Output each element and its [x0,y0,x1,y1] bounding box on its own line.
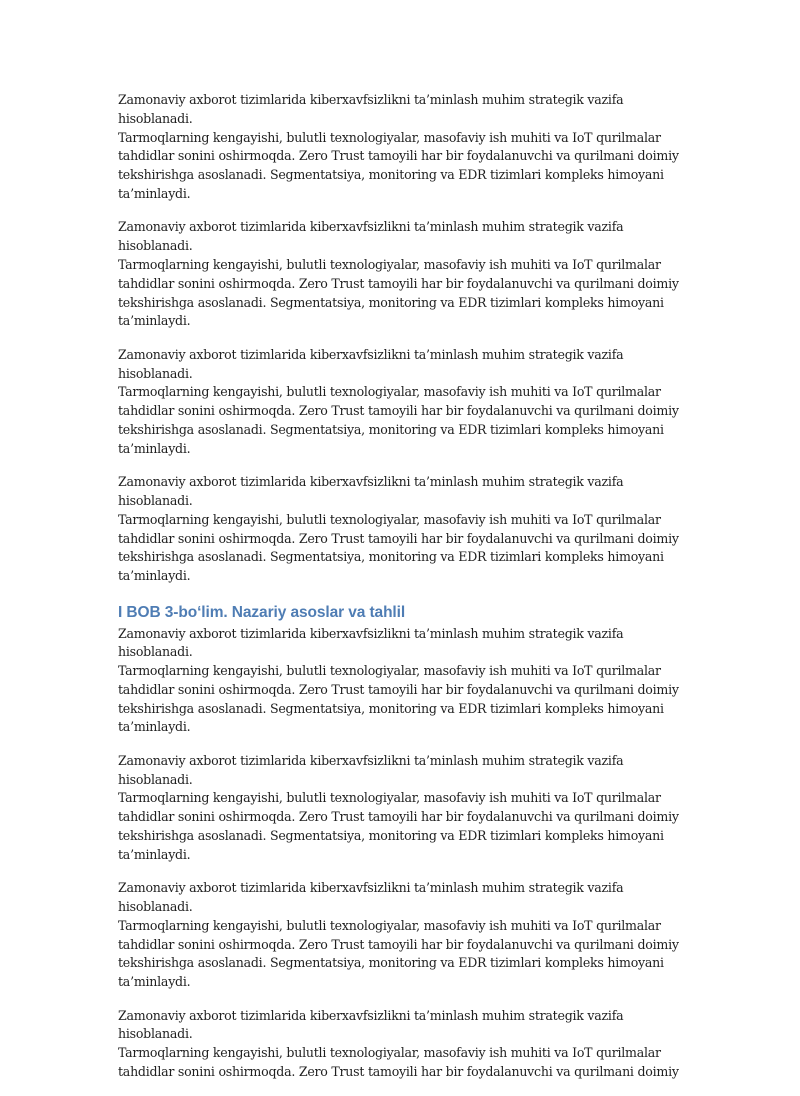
body-paragraph: Zamonaviy axborot tizimlarida kiberxavfsizlikni ta’minlash muhim strategik vazifa hisoblanadi. Tarmoqlarning kengayishi, bulutli texnologiyalar, masofaviy ish muhiti va IoT qurilmalar tahdidlar sonini oshirmoqda. Zero Trust tamoyili har bir foydalanuvchi va qurilmani doimiy tekshirishga asoslanadi. Segmentatsiya, monitoring va EDR tizimlari kompleks himoyani ta’minlaydi. [118,880,679,990]
body-paragraph: Zamonaviy axborot tizimlarida kiberxavfsizlikni ta’minlash muhim strategik vazifa hisoblanadi. Tarmoqlarning kengayishi, bulutli texnologiyalar, masofaviy ish muhiti va IoT qurilmalar tahdidlar sonini oshirmoqda. Zero Trust tamoyili har bir foydalanuvchi va qurilmani doimiy tekshirishga asoslanadi. Segmentatsiya, monitoring va EDR tizimlari kompleks himoyani ta’minlaydi. [118,346,679,456]
document-page [118,91,698,1096]
body-paragraph: Zamonaviy axborot tizimlarida kiberxavfsizlikni ta’minlash muhim strategik vazifa hisoblanadi. Tarmoqlarning kengayishi, bulutli texnologiyalar, masofaviy ish muhiti va IoT qurilmalar tahdidlar sonini oshirmoqda. Zero Trust tamoyili har bir foydalanuvchi va qurilmani doimiy [118,1007,679,1080]
body-paragraph: Zamonaviy axborot tizimlarida kiberxavfsizlikni ta’minlash muhim strategik vazifa hisoblanadi. Tarmoqlarning kengayishi, bulutli texnologiyalar, masofaviy ish muhiti va IoT qurilmalar tahdidlar sonini oshirmoqda. Zero Trust tamoyili har bir foydalanuvchi va qurilmani doimiy tekshirishga asoslanadi. Segmentatsiya, monitoring va EDR tizimlari kompleks himoyani ta’minlaydi. [118,92,679,201]
body-paragraph: Zamonaviy axborot tizimlarida kiberxavfsizlikni ta’minlash muhim strategik vazifa hisoblanadi. Tarmoqlarning kengayishi, bulutli texnologiyalar, masofaviy ish muhiti va IoT qurilmalar tahdidlar sonini oshirmoqda. Zero Trust tamoyili har bir foydalanuvchi va qurilmani doimiy tekshirishga asoslanadi. Segmentatsiya, monitoring va EDR tizimlari kompleks himoyani ta’minlaydi. [118,752,679,862]
body-paragraph: Zamonaviy axborot tizimlarida kiberxavfsizlikni ta’minlash muhim strategik vazifa hisoblanadi. Tarmoqlarning kengayishi, bulutli texnologiyalar, masofaviy ish muhiti va IoT qurilmalar tahdidlar sonini oshirmoqda. Zero Trust tamoyili har bir foydalanuvchi va qurilmani doimiy tekshirishga asoslanadi. Segmentatsiya, monitoring va EDR tizimlari kompleks himoyani ta’minlaydi. [118,219,679,329]
body-paragraph: Zamonaviy axborot tizimlarida kiberxavfsizlikni ta’minlash muhim strategik vazifa hisoblanadi. Tarmoqlarning kengayishi, bulutli texnologiyalar, masofaviy ish muhiti va IoT qurilmalar tahdidlar sonini oshirmoqda. Zero Trust tamoyili har bir foydalanuvchi va qurilmani doimiy tekshirishga asoslanadi. Segmentatsiya, monitoring va EDR tizimlari kompleks himoyani ta’minlaydi. [118,625,679,735]
section-heading: I BOB 3-bo‘lim. Nazariy asoslar va tahlil [118,603,406,621]
body-paragraph: Zamonaviy axborot tizimlarida kiberxavfsizlikni ta’minlash muhim strategik vazifa hisoblanadi. Tarmoqlarning kengayishi, bulutli texnologiyalar, masofaviy ish muhiti va IoT qurilmalar tahdidlar sonini oshirmoqda. Zero Trust tamoyili har bir foydalanuvchi va qurilmani doimiy tekshirishga asoslanadi. Segmentatsiya, monitoring va EDR tizimlari kompleks himoyani ta’minlaydi. [118,474,679,584]
